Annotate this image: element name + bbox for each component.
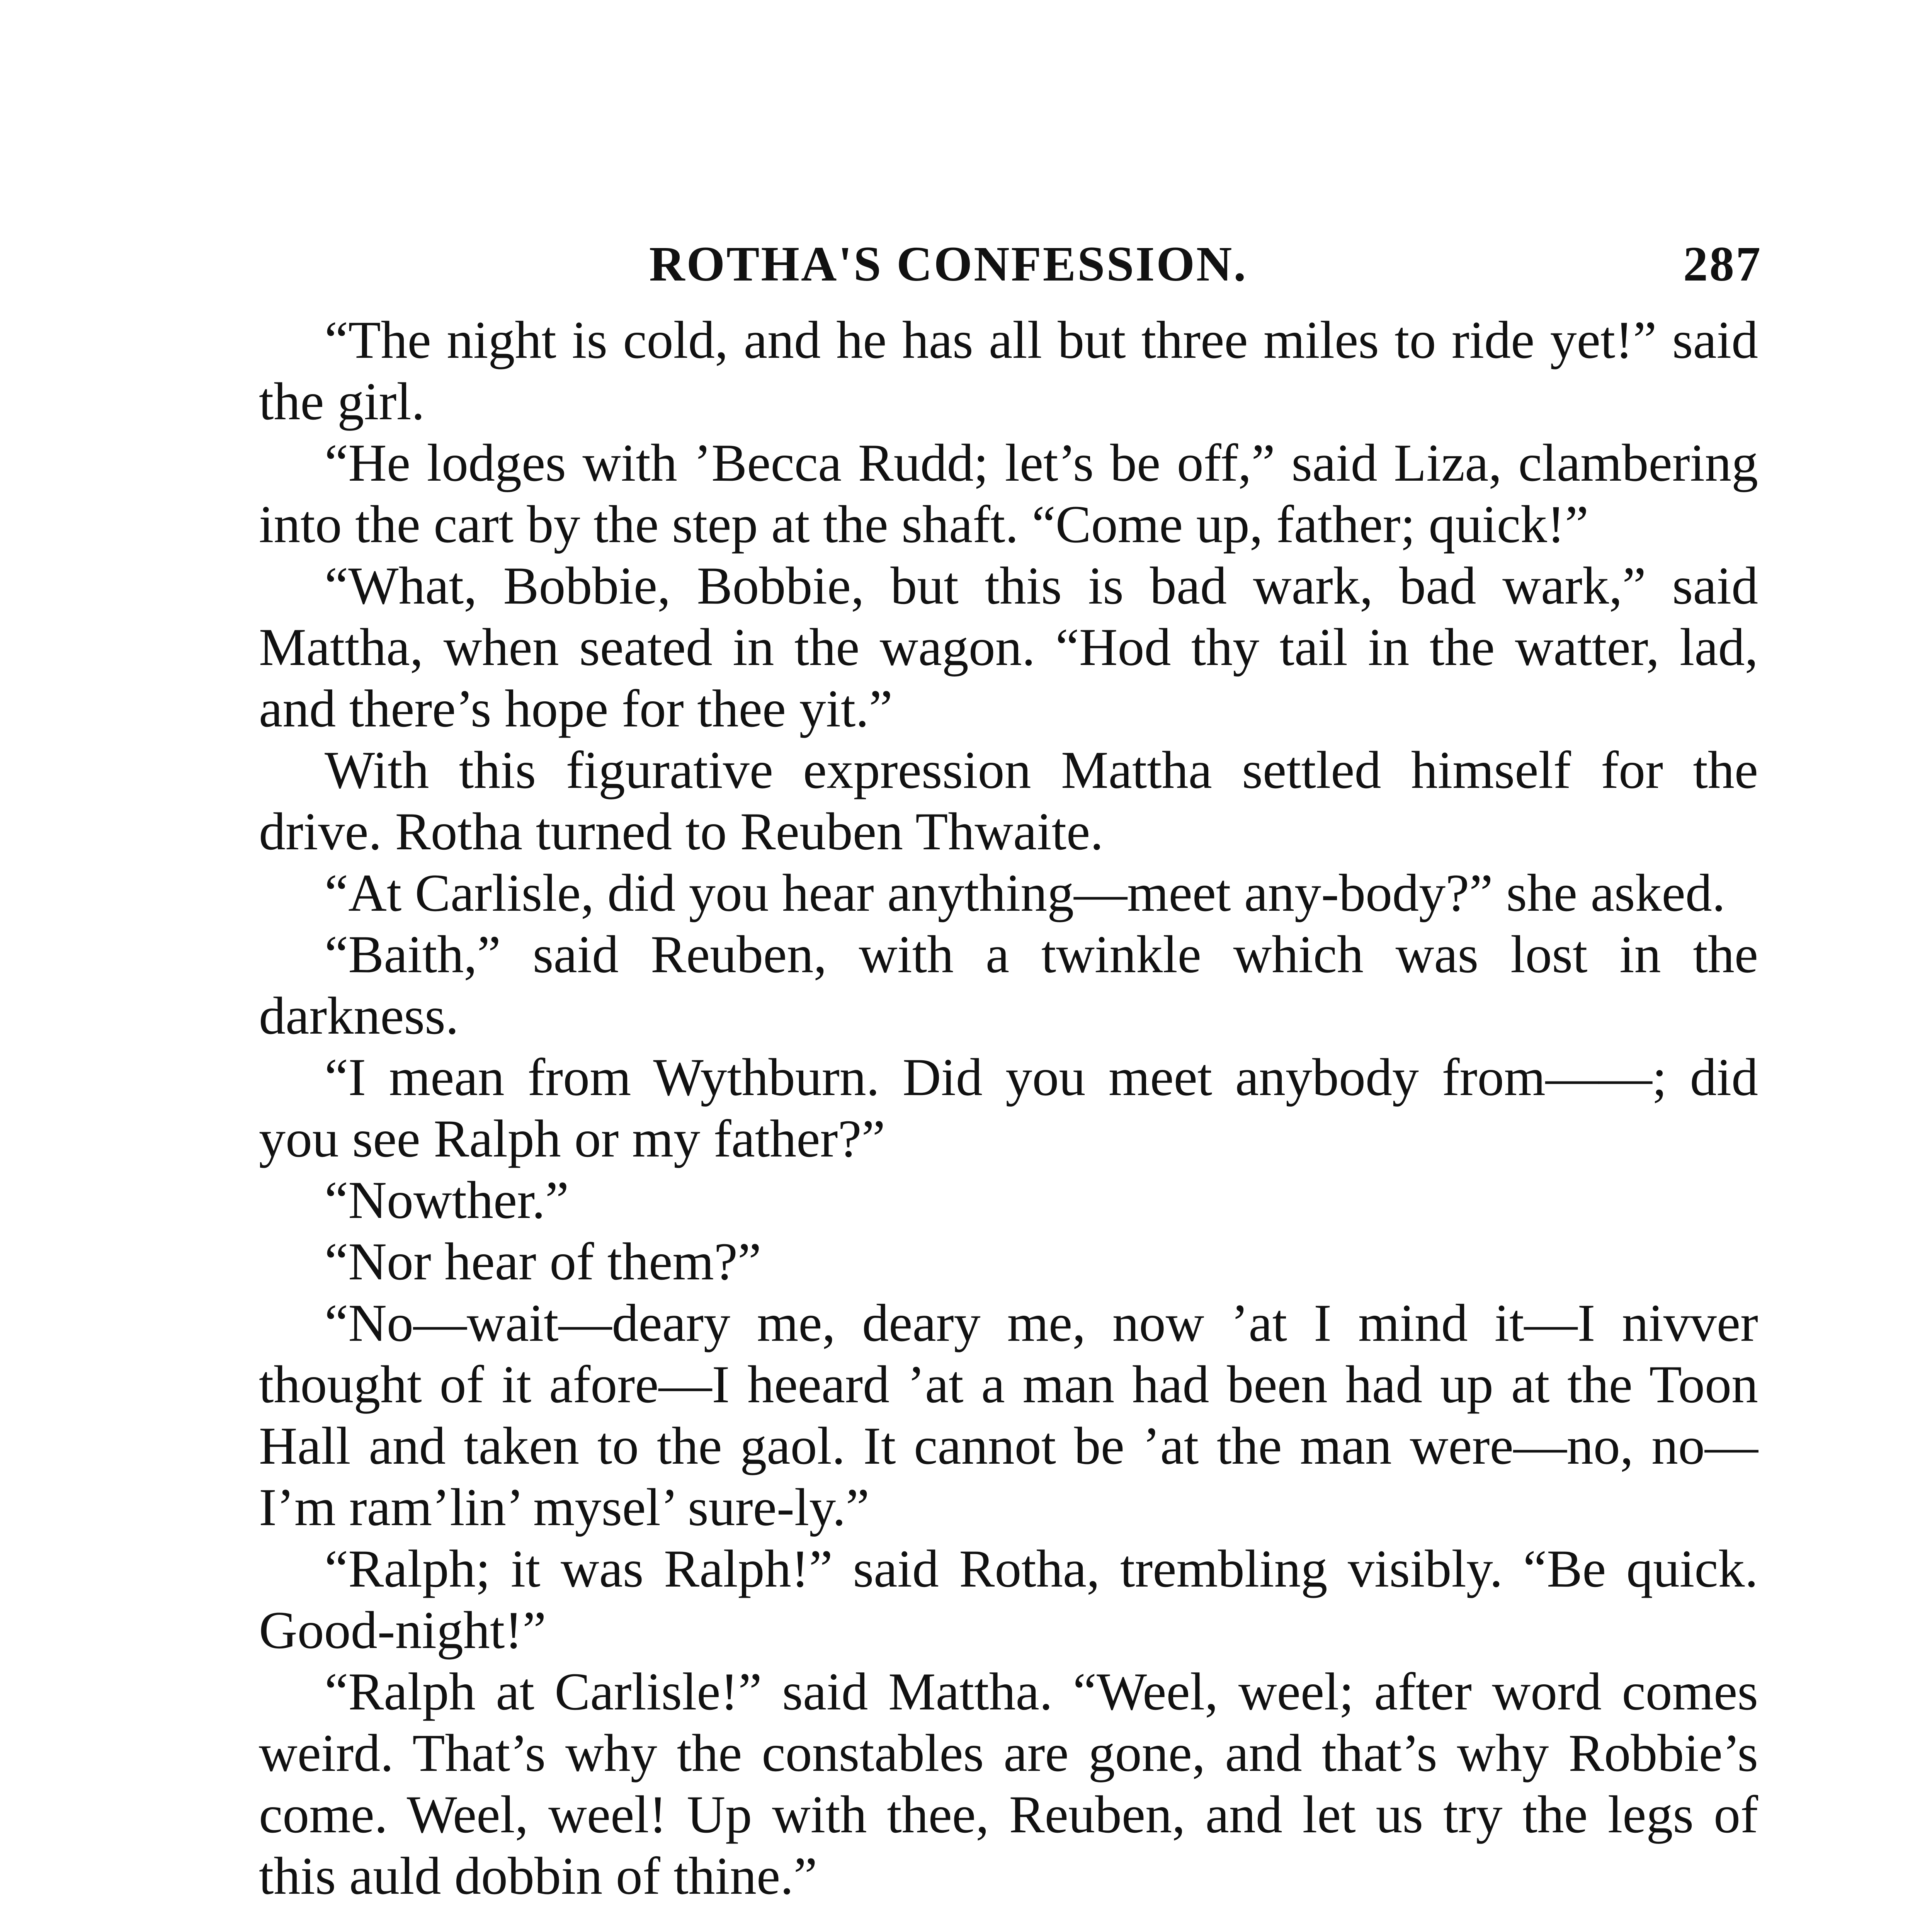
paragraph: “No—wait—deary me, deary me, now ’at I mind it—I nivver thought of it afore—I heeard ’at a man had been had up at the Toon Hall and taken to the gaol. It cannot be ’at the man were—no, no—I’m ram’lin’ mysel’ sure-ly.”: [259, 1293, 1758, 1537]
paragraph: “At Carlisle, did you hear anything—meet any-body?” she asked.: [325, 863, 1726, 922]
running-title: ROTHA'S CONFESSION.: [649, 236, 1248, 291]
paragraph: “I mean from Wythburn. Did you meet anybody from——; did you see Ralph or my father?”: [259, 1048, 1758, 1168]
paragraph: “Baith,” said Reuben, with a twinkle which was lost in the darkness.: [259, 925, 1758, 1045]
paragraph: “Ralph at Carlisle!” said Mattha. “Weel, weel; after word comes weird. That’s why the constables are gone, and that’s why Robbie’s come. Weel, weel! Up with thee, Reuben, and let us try the legs of this auld dobbin of thine.”: [259, 1662, 1758, 1905]
paragraph: “He lodges with ’Becca Rudd; let’s be off,” said Liza, clambering into the cart by the step at the shaft. “Come up, father; quick!”: [259, 433, 1758, 554]
paragraph: “Nowther.”: [325, 1170, 569, 1230]
page-body: [259, 309, 1758, 1932]
running-header: [634, 236, 1762, 298]
page-number: 287: [1683, 236, 1762, 291]
paragraph: “The night is cold, and he has all but three miles to ride yet!” said the girl.: [259, 310, 1758, 431]
paragraph: “Nor hear of them?”: [325, 1232, 762, 1291]
paragraph: “Ralph; it was Ralph!” said Rotha, trembling visibly. “Be quick. Good-night!”: [259, 1539, 1758, 1660]
paragraph: With this figurative expression Mattha settled himself for the drive. Rotha turned to Reuben Thwaite.: [259, 740, 1758, 861]
paragraph: “What, Bobbie, Bobbie, but this is bad wark, bad wark,” said Mattha, when seated in the wagon. “Hod thy tail in the watter, lad, and there’s hope for thee yit.”: [259, 556, 1758, 738]
